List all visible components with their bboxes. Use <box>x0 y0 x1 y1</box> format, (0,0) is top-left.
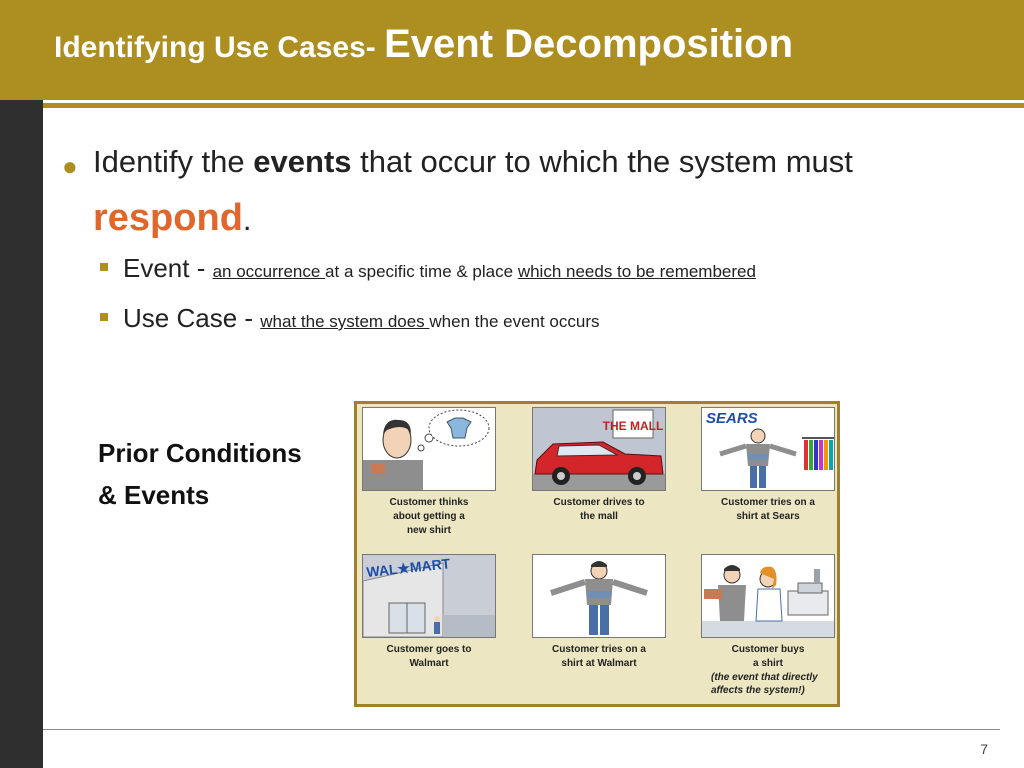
bullet-respond: respond <box>93 197 243 239</box>
event-def-mid: at a specific time & place <box>325 262 518 281</box>
slide-title <box>54 22 793 67</box>
storyboard-panel <box>532 554 666 671</box>
title-prefix: Identifying Use Cases- <box>54 31 385 64</box>
square-bullet-icon <box>100 313 108 321</box>
square-bullet-icon <box>100 263 108 271</box>
title-rule <box>0 103 1024 108</box>
main-bullet-text <box>93 134 942 248</box>
prior-line-1: Prior Conditions <box>98 438 302 468</box>
sears-tryon-illustration <box>701 407 835 491</box>
mall-sign: THE MALL <box>602 419 664 433</box>
bullet-mid: that occur to which the system must <box>351 144 853 179</box>
event-def-underlined-2: which needs to be remembered <box>517 262 756 281</box>
panel-caption: Customer drives to the mall <box>553 497 645 522</box>
page-number: 7 <box>980 741 988 757</box>
panel-caption: Customer buys a shirt <box>731 644 805 669</box>
walmart-logo: WAL★MART <box>365 555 451 580</box>
bullet-pre: Identify the <box>93 144 254 179</box>
event-def-underlined-1: an occurrence <box>212 262 326 281</box>
walmart-tryon-illustration <box>532 554 666 638</box>
panel-note: (the event that directly affects the system!) <box>711 672 818 696</box>
storyboard-panel <box>362 407 496 538</box>
footer-rule <box>43 729 1000 730</box>
storyboard-panel <box>701 554 835 697</box>
title-main: Event Decomposition <box>384 22 794 66</box>
sears-logo: SEARS <box>706 410 758 427</box>
bullet-events: events <box>253 144 352 179</box>
panel-caption: Customer goes to Walmart <box>386 644 472 669</box>
usecase-def-rest: when the event occurs <box>429 312 600 331</box>
main-bullet <box>62 134 942 248</box>
storyboard-panel <box>532 407 666 524</box>
usecase-def-underlined: what the system does <box>260 312 430 331</box>
customer-thinking-illustration <box>362 407 496 491</box>
sub-bullet-usecase <box>100 303 600 334</box>
sub-bullet-event <box>100 253 756 284</box>
storyboard-image <box>354 401 840 707</box>
checkout-illustration <box>701 554 835 638</box>
walmart-store-illustration <box>362 554 496 638</box>
storyboard-panel <box>362 554 496 671</box>
panel-caption: Customer thinks about getting a new shirt <box>389 497 469 536</box>
panel-caption: Customer tries on a shirt at Walmart <box>552 644 646 669</box>
prior-conditions-label <box>98 432 302 516</box>
event-label: Event - <box>123 253 213 283</box>
storyboard-panel <box>701 407 835 524</box>
left-sidebar <box>0 100 43 768</box>
prior-line-2: & Events <box>98 480 210 510</box>
car-driving-illustration <box>532 407 666 491</box>
bullet-end: . <box>242 202 252 237</box>
usecase-label: Use Case - <box>123 303 261 333</box>
bullet-dot-icon: ● <box>62 151 78 181</box>
panel-caption: Customer tries on a shirt at Sears <box>721 497 815 522</box>
